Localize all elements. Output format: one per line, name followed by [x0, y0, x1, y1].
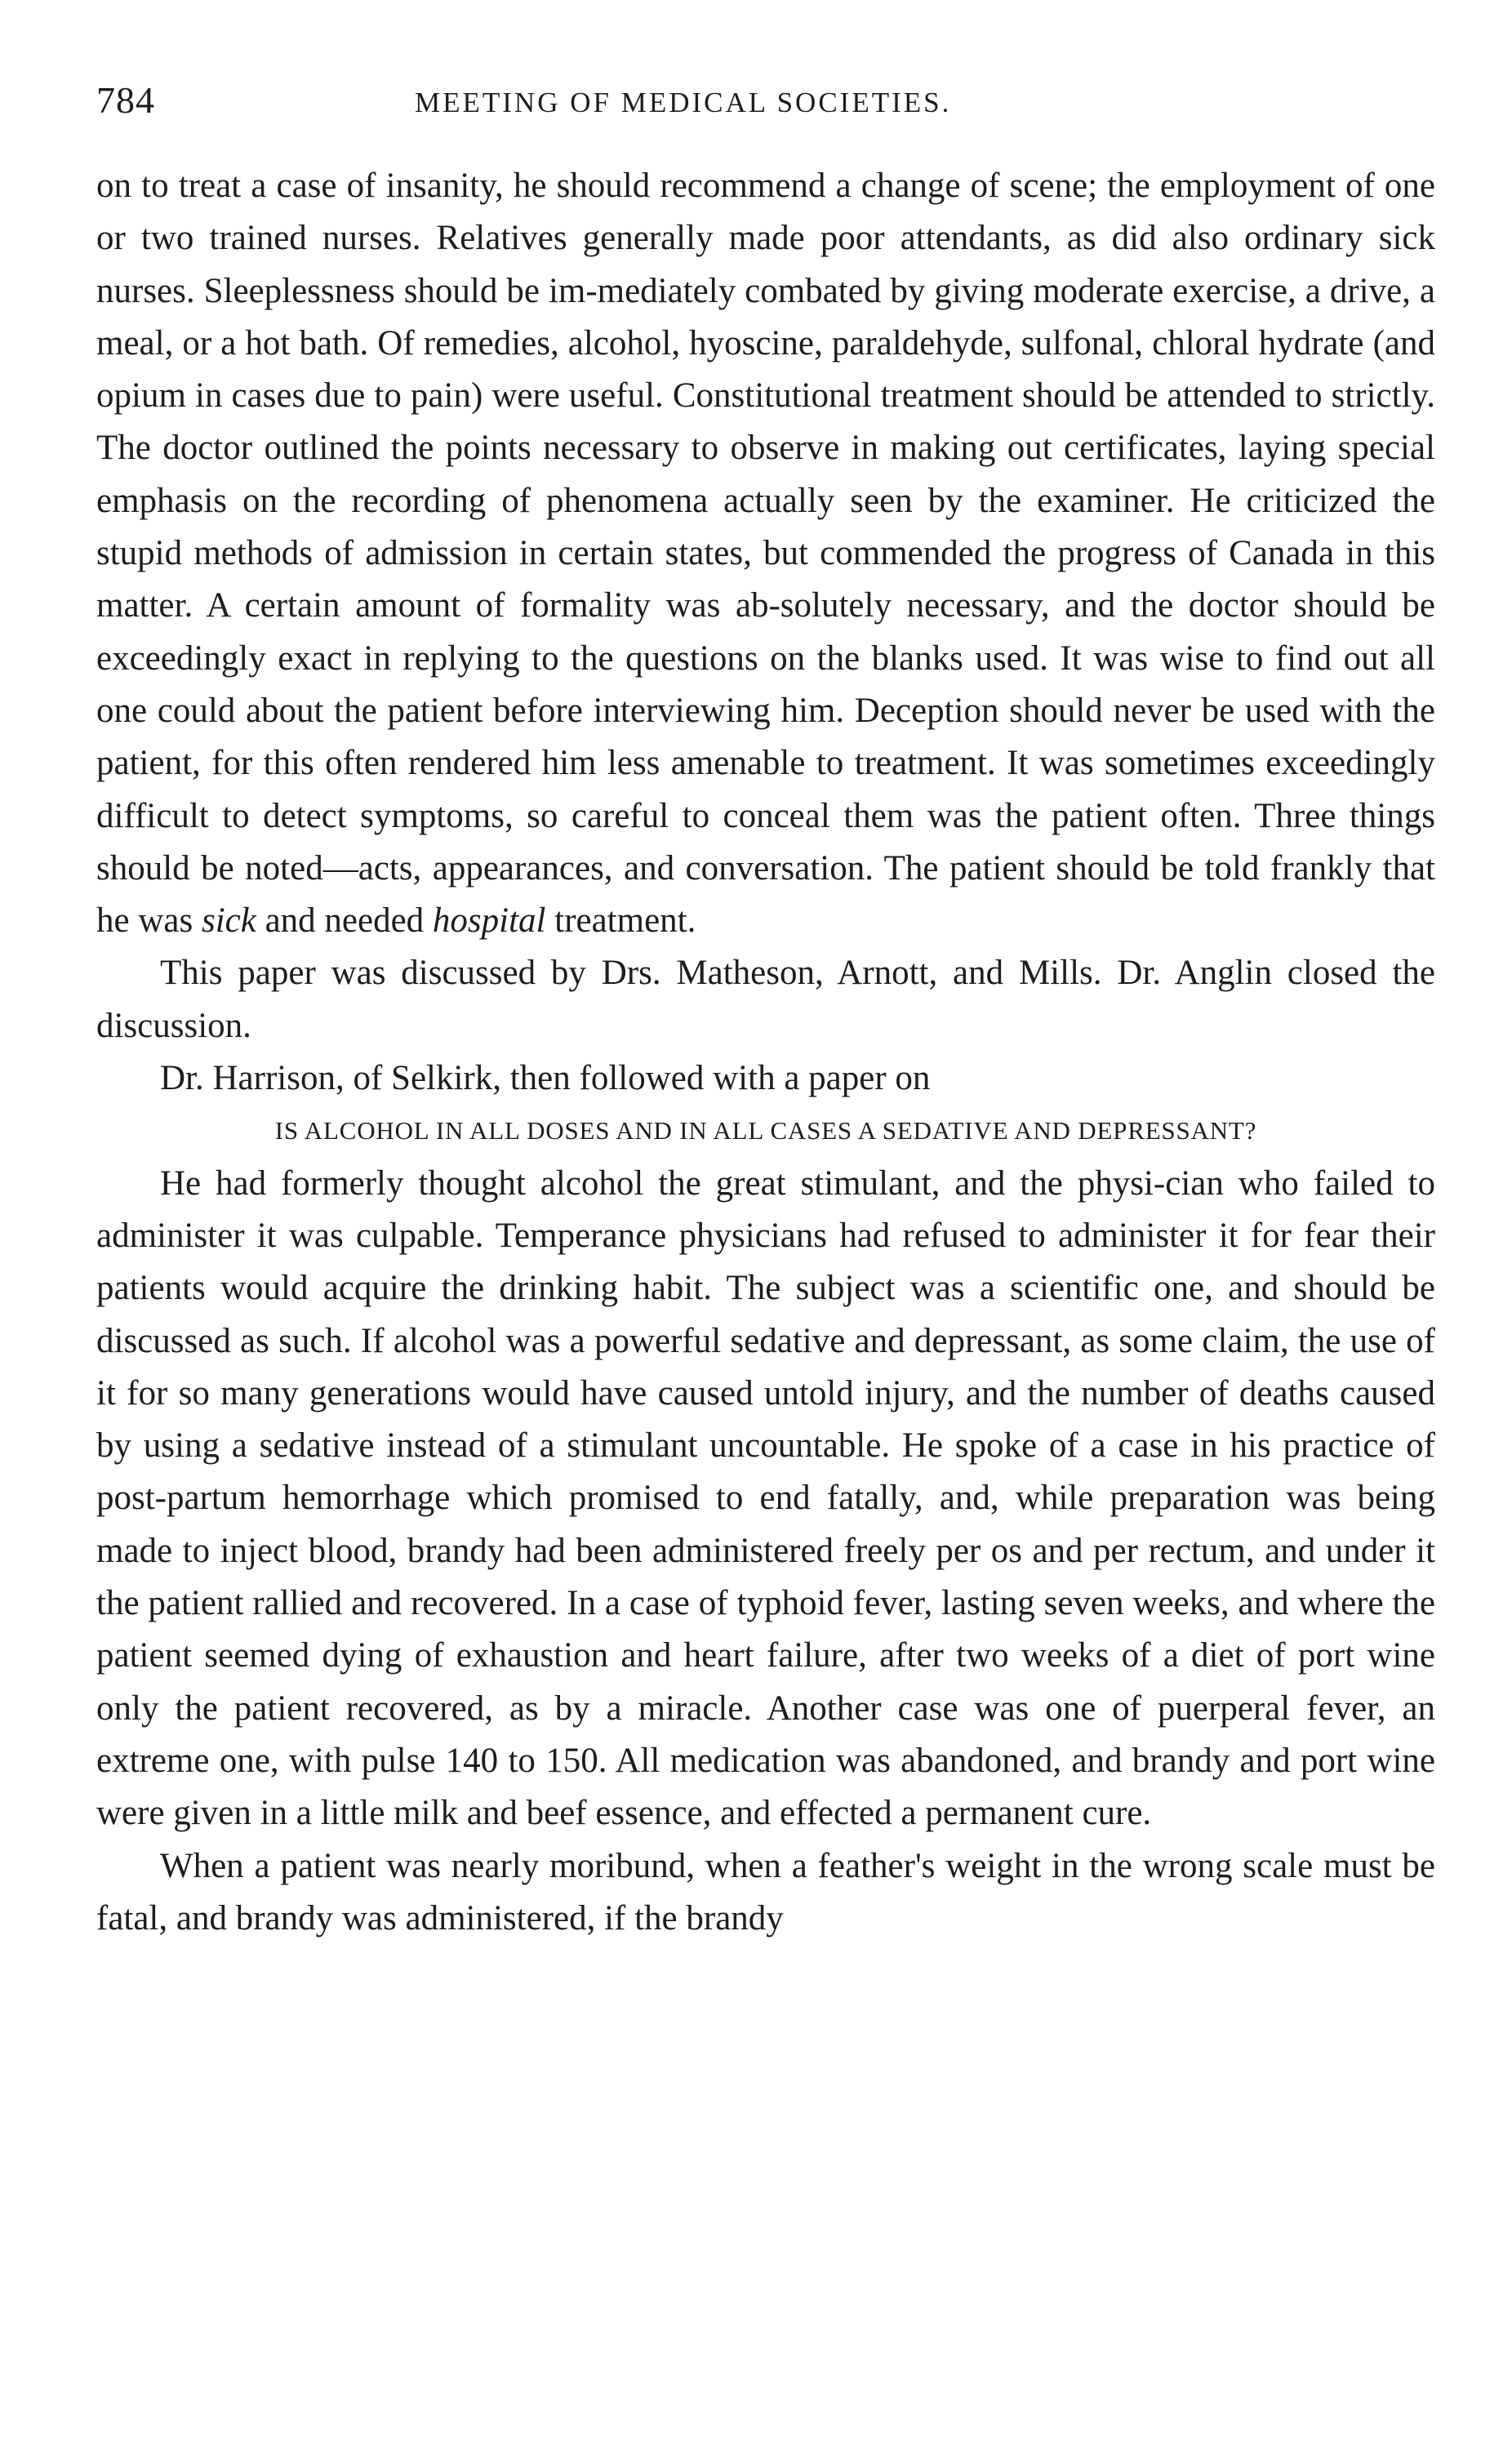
paragraph-text: and needed	[265, 901, 425, 941]
italic-word-sick: sick	[201, 901, 256, 941]
running-head: MEETING OF MEDICAL SOCIETIES.	[415, 87, 952, 118]
page-header	[96, 78, 1435, 127]
paragraph-alcohol-cases: He had formerly thought alcohol the great stimulant, and the physi-cian who failed to administer it was culpable. Temperance physicians had refused to administer it for fear their patients would acquire the drinking habit. The subject was a scientific one, and should be discussed as such. If alcohol was a powerful sedative and depressant, as some claim, the use of it for so many generations would have caused untold injury, and the number of deaths caused by using a sedative instead of a stimulant uncountable. He spoke of a case in his practice of post-partum hemorrhage which promised to end fatally, and, while preparation was being made to inject blood, brandy had been administered freely per os and per rectum, and under it the patient rallied and recovered. In a case of typhoid fever, lasting seven weeks, and where the patient seemed dying of exhaustion and heart failure, after two weeks of a diet of port wine only the patient recovered, as by a miracle. Another case was one of puerperal fever, an extreme one, with pulse 140 to 150. All medication was abandoned, and brandy and port wine were given in a little milk and beef essence, and effected a permanent cure.	[96, 1163, 1435, 1833]
paragraph-discussion: This paper was discussed by Drs. Matheson, Arnott, and Mills. Dr. Anglin closed the discussion.	[96, 954, 1435, 1045]
paragraph-text: treatment.	[554, 901, 696, 941]
page-number: 784	[96, 79, 155, 121]
italic-word-hospital: hospital	[432, 901, 546, 941]
paragraph-moribund: When a patient was nearly moribund, when a feather's weight in the wrong scale must be fatal, and brandy was administered, if the brandy	[96, 1846, 1435, 1938]
paragraph-harrison-intro: Dr. Harrison, of Selkirk, then followed with a paper on	[160, 1059, 931, 1098]
paragraph-text: on to treat a case of insanity, he should recommend a change of scene; the employment of one or two trained nurses. Relatives generally made poor attendants, as did also ordinary sick nurses. Sleeplessness should be im-mediately combated by giving moderate exercise, a drive, a meal, or a hot bath. Of remedies, alcohol, hyoscine, paraldehyde, sulfonal, chloral hydrate (and opium in cases due to pain) were useful. Constitutional treatment should be attended to strictly. The doctor outlined the points necessary to observe in making out certificates, laying special emphasis on the recording of phenomena actually seen by the examiner. He criticized the stupid methods of admission in certain states, but commended the progress of Canada in this matter. A certain amount of formality was ab-solutely necessary, and the doctor should be exceedingly exact in replying to the questions on the blanks used. It was wise to find out all one could about the patient before interviewing him. Deception should never be used with the patient, for this often rendered him less amenable to treatment. It was sometimes exceedingly difficult to detect symptoms, so careful to conceal them was the patient often. Three things should be noted—acts, appearances, and conversation. The patient should be told frankly that he was	[96, 167, 1435, 941]
body-text	[96, 160, 1435, 1945]
section-heading: IS ALCOHOL IN ALL DOSES AND IN ALL CASES A SEDATIVE AND DEPRESSANT?	[274, 1116, 1257, 1146]
paragraph-insanity-treatment	[96, 160, 1435, 947]
